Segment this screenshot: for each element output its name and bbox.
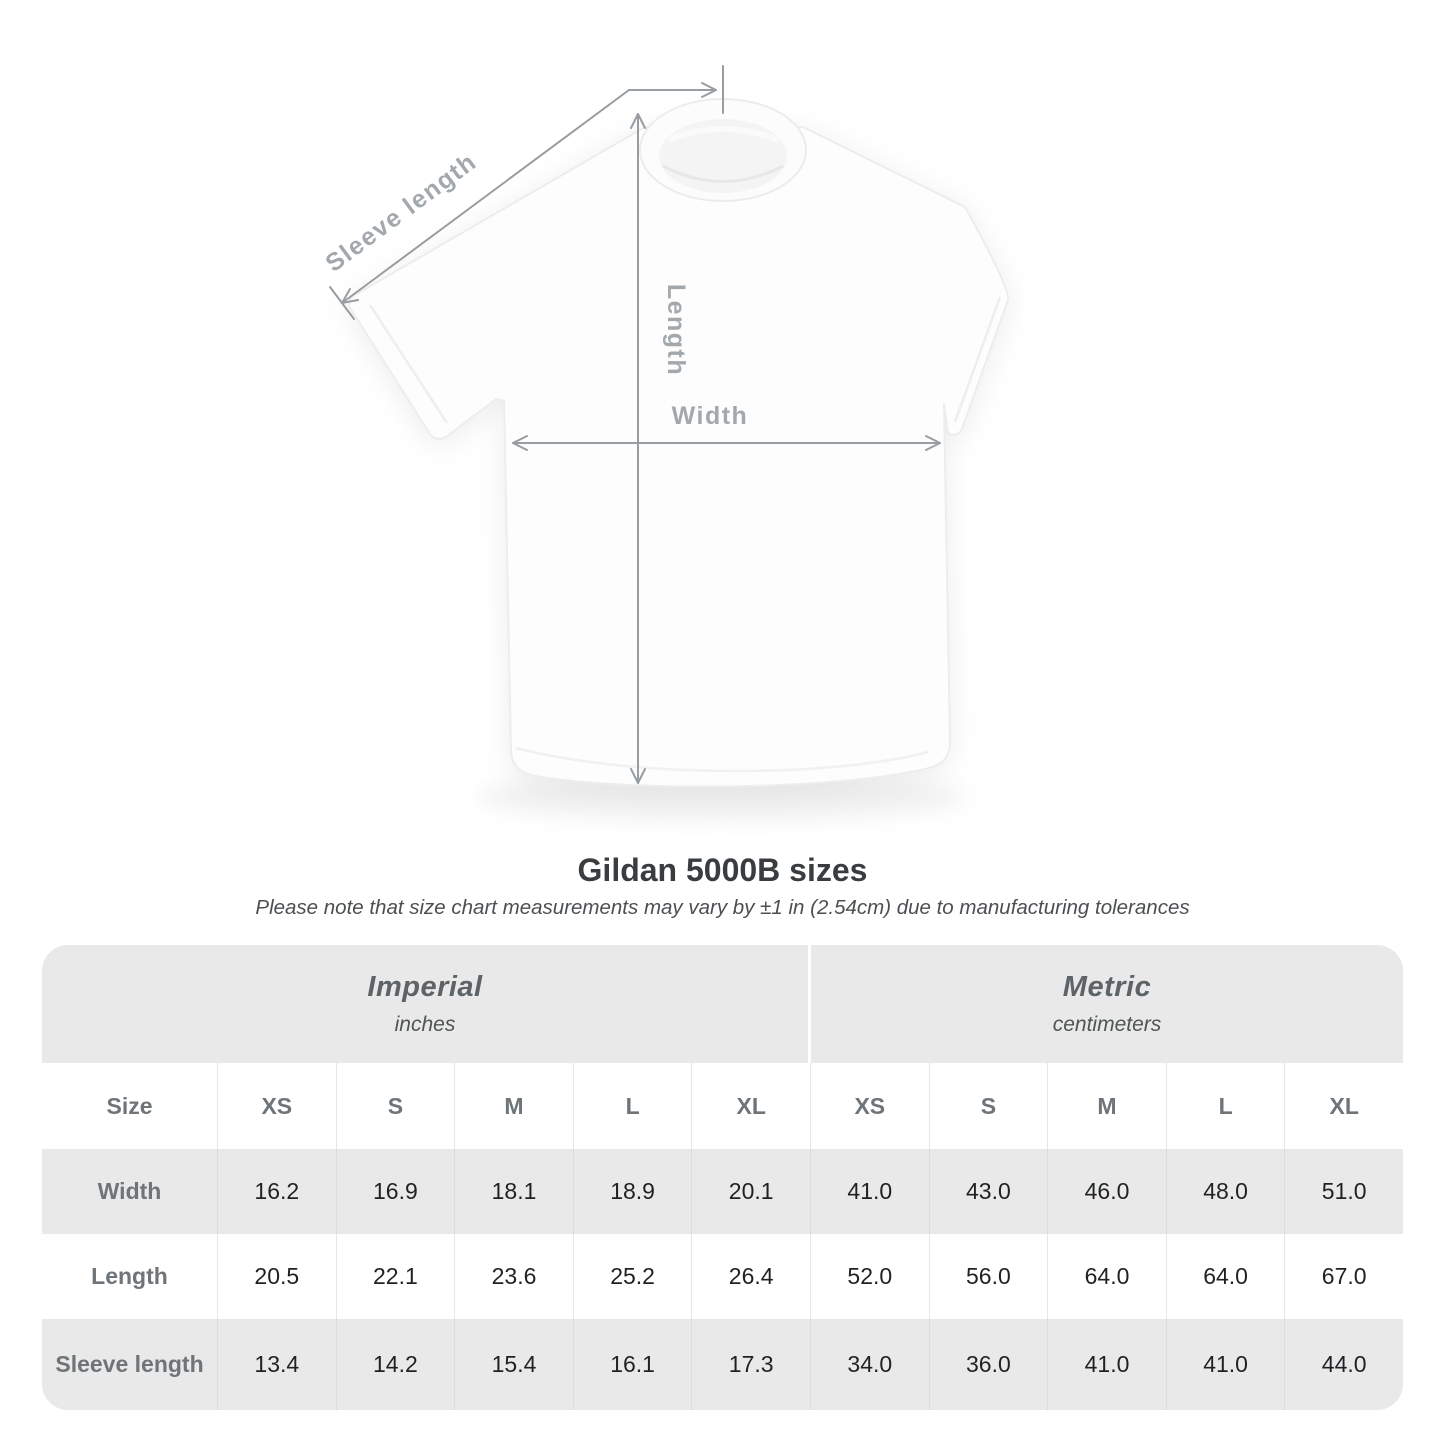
table-cell: 36.0 bbox=[929, 1319, 1048, 1410]
metric-group-header bbox=[808, 945, 1403, 1063]
metric-group-unit: centimeters bbox=[1052, 1013, 1162, 1036]
size-header-metric-l: L bbox=[1166, 1063, 1285, 1149]
table-cell: 26.4 bbox=[691, 1234, 810, 1319]
table-cell: 25.2 bbox=[573, 1234, 692, 1319]
table-row-width bbox=[42, 1149, 1403, 1234]
metric-group-name: Metric bbox=[1062, 971, 1152, 1003]
table-cell: 52.0 bbox=[810, 1234, 929, 1319]
table-cell: 17.3 bbox=[691, 1319, 810, 1410]
table-cell: 44.0 bbox=[1284, 1319, 1403, 1410]
table-cell: 43.0 bbox=[929, 1149, 1048, 1234]
imperial-group-unit: inches bbox=[394, 1013, 456, 1036]
width-dimension-label: Width bbox=[671, 402, 749, 430]
table-cell: 64.0 bbox=[1166, 1234, 1285, 1319]
size-header-imperial-s: S bbox=[336, 1063, 455, 1149]
table-row-sleeve-length bbox=[42, 1319, 1403, 1410]
size-header-imperial-xs: XS bbox=[217, 1063, 336, 1149]
table-cell: 41.0 bbox=[810, 1149, 929, 1234]
row-label: Length bbox=[91, 1263, 168, 1289]
size-header-metric-m: M bbox=[1047, 1063, 1166, 1149]
table-cell: 20.5 bbox=[217, 1234, 336, 1319]
table-cell: 14.2 bbox=[336, 1319, 455, 1410]
table-cell: 16.1 bbox=[573, 1319, 692, 1410]
table-cell: 41.0 bbox=[1047, 1319, 1166, 1410]
table-cell: 48.0 bbox=[1166, 1149, 1285, 1234]
length-dimension-label: Length bbox=[662, 283, 690, 377]
table-cell: 22.1 bbox=[336, 1234, 455, 1319]
table-cell: 18.9 bbox=[573, 1149, 692, 1234]
table-cell: 16.2 bbox=[217, 1149, 336, 1234]
size-column-header: Size bbox=[106, 1092, 153, 1119]
unit-group-header-row bbox=[42, 945, 1403, 1063]
table-cell: 23.6 bbox=[454, 1234, 573, 1319]
row-label: Width bbox=[97, 1178, 162, 1204]
size-header-metric-xs: XS bbox=[810, 1063, 929, 1149]
table-cell: 20.1 bbox=[691, 1149, 810, 1234]
size-chart-table bbox=[42, 945, 1403, 1410]
table-cell: 51.0 bbox=[1284, 1149, 1403, 1234]
size-header-metric-s: S bbox=[929, 1063, 1048, 1149]
size-header-imperial-m: M bbox=[454, 1063, 573, 1149]
row-label: Sleeve length bbox=[55, 1351, 204, 1377]
size-header-imperial-xl: XL bbox=[691, 1063, 810, 1149]
sleeve-length-dimension-label: Sleeve length bbox=[320, 147, 483, 278]
table-cell: 41.0 bbox=[1166, 1319, 1285, 1410]
table-cell: 13.4 bbox=[217, 1319, 336, 1410]
page-title: Gildan 5000B sizes bbox=[577, 852, 868, 888]
table-row-length bbox=[42, 1234, 1403, 1319]
size-header-imperial-l: L bbox=[573, 1063, 692, 1149]
table-cell: 16.9 bbox=[336, 1149, 455, 1234]
tshirt-body bbox=[349, 127, 1008, 787]
table-cell: 64.0 bbox=[1047, 1234, 1166, 1319]
size-header-row bbox=[42, 1063, 1403, 1149]
imperial-group-name: Imperial bbox=[367, 971, 483, 1003]
table-cell: 56.0 bbox=[929, 1234, 1048, 1319]
tolerance-note: Please note that size chart measurements may vary by ±1 in (2.54cm) due to manufacturing tolerances bbox=[255, 896, 1190, 919]
imperial-group-header bbox=[42, 945, 808, 1063]
table-cell: 46.0 bbox=[1047, 1149, 1166, 1234]
size-header-metric-xl: XL bbox=[1284, 1063, 1403, 1149]
table-cell: 15.4 bbox=[454, 1319, 573, 1410]
table-cell: 18.1 bbox=[454, 1149, 573, 1234]
table-cell: 34.0 bbox=[810, 1319, 929, 1410]
table-cell: 67.0 bbox=[1284, 1234, 1403, 1319]
